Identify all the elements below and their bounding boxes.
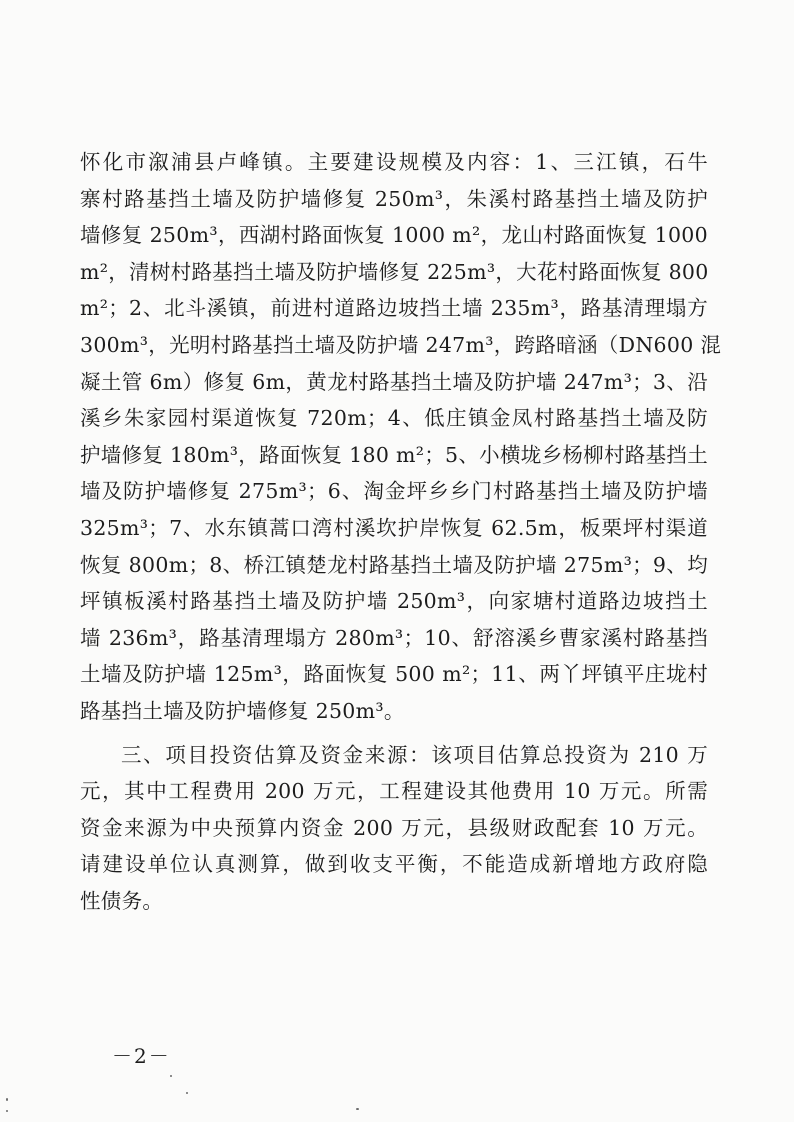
text-line: 恢复 800m；8、桥江镇楚龙村路基挡土墙及防护墙 275m³；9、均	[80, 552, 708, 577]
text-line: 寨村路基挡土墙及防护墙修复 250m³，朱溪村路基挡土墙及防护	[80, 186, 708, 211]
page-number: －2－	[112, 1044, 171, 1068]
text-line: 三、项目投资估算及资金来源：该项目估算总投资为 210 万	[121, 742, 708, 767]
text-line: 300m³，光明村路基挡土墙及防护墙 247m³，跨路暗涵（DN600 混	[80, 332, 722, 357]
text-line: 凝土管 6m）修复 6m，黄龙村路基挡土墙及防护墙 247m³；3、沿	[80, 369, 708, 394]
project-scope-paragraph	[80, 144, 722, 730]
document-body	[80, 144, 722, 919]
text-line: 溪乡朱家园村渠道恢复 720m；4、低庄镇金凤村路基挡土墙及防	[80, 406, 708, 431]
text-line: 性债务。	[80, 888, 164, 913]
text-line: 资金来源为中央预算内资金 200 万元，县级财政配套 10 万元。	[80, 815, 708, 840]
text-line: 土墙及防护墙 125m³，路面恢复 500 m²；11、两丫坪镇平庄垅村	[80, 662, 708, 687]
text-line: 怀化市溆浦县卢峰镇。主要建设规模及内容：1、三江镇，石牛	[80, 150, 708, 174]
text-line: 护墙修复 180m³，路面恢复 180 m²；5、小横垅乡杨柳村路基挡土	[80, 442, 708, 467]
text-line: 请建设单位认真测算，做到收支平衡，不能造成新增地方政府隐	[80, 852, 708, 877]
text-line: 墙及防护墙修复 275m³；6、淘金坪乡乡门村路基挡土墙及防护墙	[80, 479, 708, 504]
text-line: m²；2、北斗溪镇，前进村道路边坡挡土墙 235m³，路基清理塌方	[80, 296, 708, 321]
text-line: 路基挡土墙及防护墙修复 250m³。	[80, 698, 405, 723]
investment-paragraph	[80, 737, 708, 920]
scan-speck	[170, 1075, 172, 1077]
text-line: 坪镇板溪村路基挡土墙及防护墙 250m³，向家塘村道路边坡挡土	[80, 589, 708, 614]
text-line: 墙修复 250m³，西湖村路面恢复 1000 m²，龙山村路面恢复 1000	[80, 223, 708, 248]
scan-speck	[6, 1110, 8, 1112]
scan-speck	[186, 1092, 188, 1094]
scan-speck	[6, 1098, 8, 1101]
text-line: m²，清树村路基挡土墙及防护墙修复 225m³，大花村路面恢复 800	[80, 259, 709, 284]
scan-speck	[356, 1108, 359, 1110]
text-line: 325m³；7、水东镇蒿口湾村溪坎护岸恢复 62.5m，板栗坪村渠道	[80, 515, 708, 540]
paragraph-gap	[80, 730, 708, 737]
text-line: 墙 236m³，路基清理塌方 280m³；10、舒溶溪乡曹家溪村路基挡	[80, 625, 708, 650]
text-line: 元，其中工程费用 200 万元，工程建设其他费用 10 万元。所需	[80, 779, 708, 804]
